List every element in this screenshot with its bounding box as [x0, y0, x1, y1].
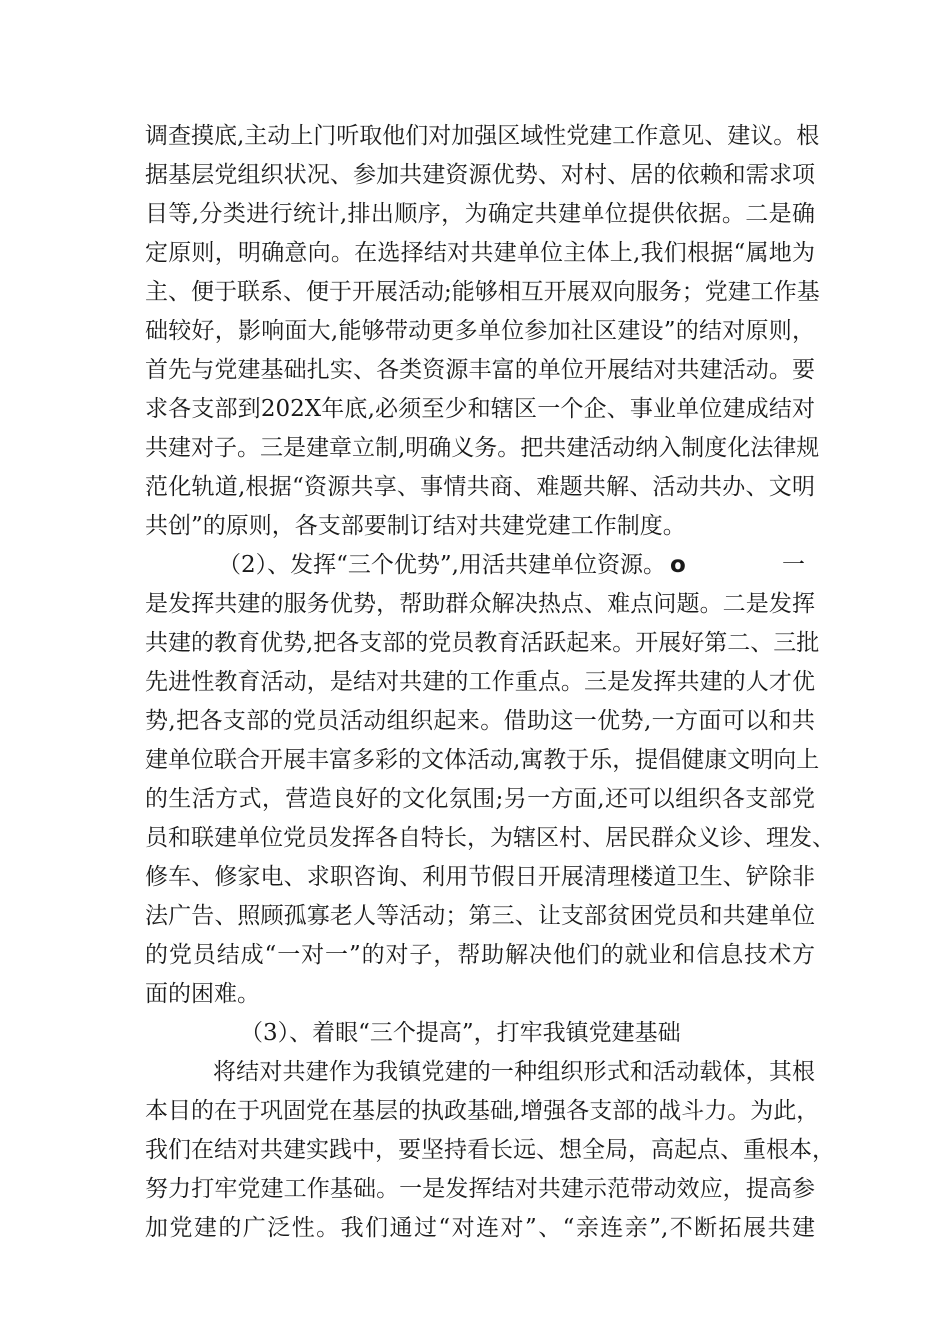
paragraph-line: 本目的在于巩固党在基层的执政基础,增强各支部的战斗力。为此， [145, 1098, 820, 1124]
paragraph-line: 势,把各支部的党员活动组织起来。借助这一优势,一方面可以和共 [145, 708, 815, 734]
paragraph-line: 努力打牢党建工作基础。一是发挥结对共建示范带动效应，提高参 [145, 1176, 815, 1202]
paragraph-line: 建单位联合开展丰富多彩的文体活动,寓教于乐，提倡健康文明向上 [145, 747, 820, 773]
paragraph-line: 共建对子。三是建章立制,明确义务。把共建活动纳入制度化法律规 [145, 435, 820, 461]
paragraph-line: 面的困难。 [145, 981, 260, 1007]
paragraph-line: 主、便于联系、便于开展活动;能够相互开展双向服务；党建工作基 [145, 279, 820, 305]
section-heading-2-text: （2）、发挥“三个优势”,用活共建单位资源。 [218, 552, 666, 578]
stray-mark: o [669, 552, 686, 578]
paragraph-line: 共建的教育优势,把各支部的党员教育活跃起来。开展好第二、三批 [145, 630, 820, 656]
paragraph-line: 将结对共建作为我镇党建的一种组织形式和活动载体，其根 [213, 1059, 815, 1085]
paragraph-line: 首先与党建基础扎实、各类资源丰富的单位开展结对共建活动。要 [145, 357, 815, 383]
section-heading-2 [218, 547, 815, 583]
section-heading-2-tail: 一 [782, 552, 805, 578]
paragraph-line: 法广告、照顾孤寡老人等活动；第三、让支部贫困党员和共建单位 [145, 903, 815, 929]
section-heading-3: （3）、着眼“三个提高”，打牢我镇党建基础 [240, 1020, 681, 1046]
paragraph-line: 员和联建单位党员发挥各自特长，为辖区村、居民群众义诊、理发、 [145, 825, 835, 851]
paragraph-line: 目等,分类进行统计,排出顺序，为确定共建单位提供依据。二是确 [145, 201, 815, 227]
paragraph-line: 是发挥共建的服务优势，帮助群众解决热点、难点问题。二是发挥 [145, 591, 815, 617]
paragraph-line: 定原则，明确意向。在选择结对共建单位主体上,我们根据“属地为 [145, 240, 815, 266]
paragraph-line: 的生活方式，营造良好的文化氛围;另一方面,还可以组织各支部党 [145, 786, 815, 812]
paragraph-line: 共创”的原则，各支部要制订结对共建党建工作制度。 [145, 513, 686, 539]
paragraph-line: 求各支部到202X年底,必须至少和辖区一个企、事业单位建成结对 [145, 396, 815, 422]
paragraph-line: 范化轨道,根据“资源共享、事情共商、难题共解、活动共办、文明 [145, 474, 815, 500]
paragraph-line: 我们在结对共建实践中，要坚持看长远、想全局，高起点、重根本， [145, 1137, 835, 1163]
paragraph-line: 先进性教育活动，是结对共建的工作重点。三是发挥共建的人才优 [145, 669, 815, 695]
paragraph-line: 础较好，影响面大,能够带动更多单位参加社区建设”的结对原则， [145, 318, 815, 344]
paragraph-line: 修车、修家电、求职咨询、利用节假日开展清理楼道卫生、铲除非 [145, 864, 815, 890]
paragraph-line: 据基层党组织状况、参加共建资源优势、对村、居的依赖和需求项 [145, 162, 815, 188]
paragraph-line: 调查摸底,主动上门听取他们对加强区域性党建工作意见、建议。根 [145, 123, 820, 149]
paragraph-line: 的党员结成“一对一”的对子，帮助解决他们的就业和信息技术方 [145, 942, 815, 968]
paragraph-line: 加党建的广泛性。我们通过“对连对”、“亲连亲”,不断拓展共建 [145, 1215, 815, 1241]
